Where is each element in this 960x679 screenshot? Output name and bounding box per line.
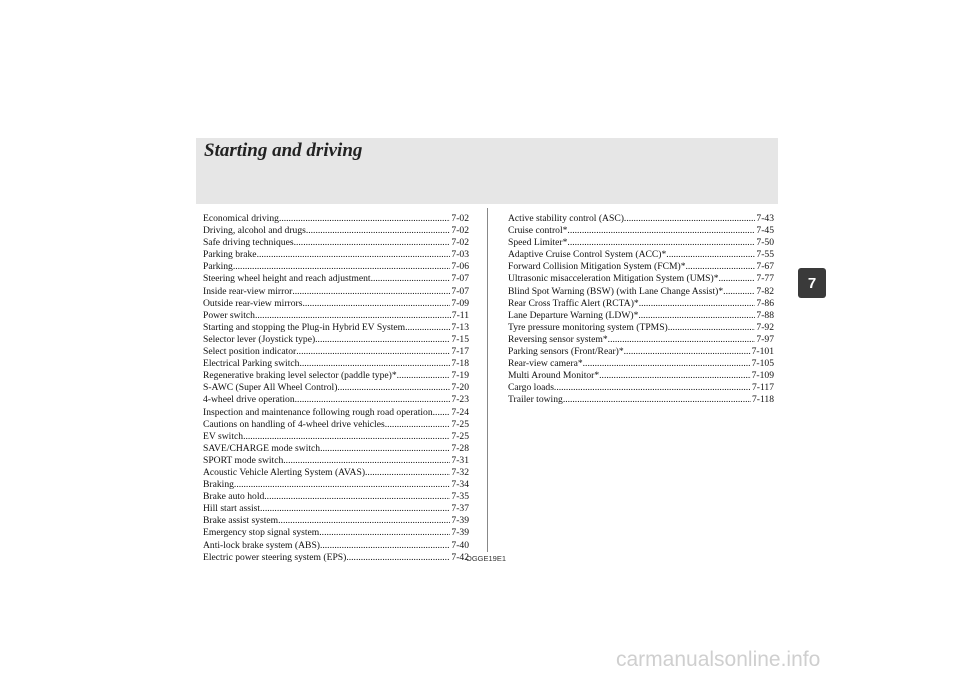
toc-entry[interactable] [508,358,774,370]
watermark-text: carmanualsonline.info [616,648,821,671]
toc-leader-dots [255,310,451,322]
toc-entry-page: 7-67 [756,261,774,273]
toc-entry-title: Anti-lock brake system (ABS) [203,539,320,551]
toc-entry-page: 7-23 [451,394,469,406]
toc-leader-dots [554,382,751,394]
toc-leader-dots [260,503,450,515]
toc-entry[interactable] [203,382,469,394]
toc-entry-title: Cruise control* [508,225,568,237]
toc-leader-dots [563,394,751,406]
toc-entry-title: Emergency stop signal system [203,527,320,539]
toc-entry-title: Driving, alcohol and drugs [203,225,306,237]
toc-entry[interactable] [203,515,469,527]
toc-leader-dots [320,443,450,455]
toc-entry-page: 7-40 [451,539,469,551]
toc-entry[interactable] [508,322,774,334]
toc-entry-title: Hill start assist [203,503,261,515]
toc-entry[interactable] [203,261,469,273]
toc-entry-page: 7-24 [451,406,469,418]
toc-entry-title: Outside rear-view mirrors [203,297,303,309]
toc-entry-page: 7-37 [451,503,469,515]
toc-left-column [203,213,469,564]
toc-leader-dots [233,261,451,273]
toc-entry-title: Power switch [203,309,255,321]
toc-entry[interactable] [203,334,469,346]
toc-entry[interactable] [203,249,469,261]
toc-entry[interactable] [508,310,774,322]
toc-entry[interactable] [203,467,469,479]
toc-leader-dots [666,249,755,261]
toc-entry-page: 7-118 [751,394,774,406]
toc-entry-title: Safe driving techniques [203,237,294,249]
column-divider [487,208,488,552]
toc-entry-title: Multi Around Monitor* [508,370,600,382]
toc-entry-title: Rear Cross Traffic Alert (RCTA)* [508,297,639,309]
toc-entry-page: 7-117 [751,382,774,394]
toc-entry-page: 7-28 [451,442,469,454]
toc-entry-title: Braking [203,479,234,491]
toc-entry-title: Select position indicator [203,346,297,358]
toc-entry-title: Steering wheel height and reach adjustment [203,273,371,285]
toc-entry[interactable] [508,213,774,225]
toc-leader-dots [299,358,450,370]
toc-entry[interactable] [203,273,469,285]
toc-entry-title: Ultrasonic misacceleration Mitigation System (UMS)* [508,273,719,285]
toc-entry-title: Blind Spot Warning (BSW) (with Lane Change Assist)* [508,285,724,297]
toc-entry-title: Inspection and maintenance following rough road operation [203,406,433,418]
toc-entry[interactable] [203,455,469,467]
toc-entry-title: Speed Limiter* [508,237,568,249]
toc-entry-page: 7-101 [751,346,774,358]
toc-entry[interactable] [508,298,774,310]
toc-entry-page: 7-18 [451,358,469,370]
section-title: Starting and driving [204,140,363,161]
toc-leader-dots [371,273,451,285]
toc-leader-dots [567,225,755,237]
toc-entry-title: Regenerative braking level selector (paddle type)* [203,370,397,382]
toc-entry-page: 7-105 [751,358,774,370]
toc-entry-page: 7-13 [451,321,469,333]
toc-leader-dots [624,346,751,358]
toc-leader-dots [719,273,756,285]
toc-leader-dots [433,407,451,419]
toc-leader-dots [283,455,450,467]
toc-leader-dots [346,552,450,564]
toc-entry-page: 7-17 [451,346,469,358]
toc-entry[interactable] [203,552,469,564]
toc-entry-page: 7-31 [451,454,469,466]
toc-leader-dots [405,322,450,334]
toc-leader-dots [599,370,750,382]
toc-entry[interactable] [203,358,469,370]
toc-entry[interactable] [203,225,469,237]
toc-entry[interactable] [508,346,774,358]
toc-entry-page: 7-42 [451,551,469,563]
toc-entry[interactable] [508,273,774,285]
toc-entry-title: Brake assist system [203,515,279,527]
toc-leader-dots [639,298,756,310]
toc-entry[interactable] [203,394,469,406]
toc-entry-page: 7-55 [756,249,774,261]
toc-entry[interactable] [203,540,469,552]
toc-entry-page: 7-109 [751,370,774,382]
toc-entry[interactable] [203,286,469,298]
toc-entry-page: 7-32 [451,466,469,478]
toc-entry-page: 7-92 [756,321,774,333]
toc-entry-page: 7-06 [451,261,469,273]
toc-entry-title: Active stability control (ASC) [508,213,624,224]
toc-entry[interactable] [508,394,774,406]
toc-entry[interactable] [203,346,469,358]
toc-leader-dots [668,322,756,334]
toc-leader-dots [624,213,755,225]
toc-leader-dots [397,370,451,382]
toc-entry-title: Lane Departure Warning (LDW)* [508,309,639,321]
toc-entry-title: Inside rear-view mirror [203,285,293,297]
toc-entry-page: 7-34 [451,479,469,491]
toc-entry-title: 4-wheel drive operation [203,394,295,406]
toc-leader-dots [278,515,450,527]
toc-entry[interactable] [203,503,469,515]
toc-leader-dots [337,382,450,394]
toc-entry-page: 7-39 [451,515,469,527]
toc-leader-dots [295,394,451,406]
toc-entry-page: 7-03 [451,249,469,261]
toc-entry-title: Parking [203,261,233,273]
toc-leader-dots [264,491,450,503]
toc-entry-title: Forward Collision Mitigation System (FCM)* [508,261,686,273]
toc-leader-dots [243,431,450,443]
toc-right-column [508,213,774,407]
toc-entry-title: Adaptive Cruise Control System (ACC)* [508,249,667,261]
toc-entry[interactable] [508,249,774,261]
toc-entry-title: Electric power steering system (EPS) [203,551,347,563]
toc-entry[interactable] [203,431,469,443]
toc-leader-dots [385,419,451,431]
toc-entry-title: SAVE/CHARGE mode switch [203,442,321,454]
toc-entry-title: Trailer towing [508,394,563,406]
toc-leader-dots [306,225,451,237]
toc-entry-page: 7-39 [451,527,469,539]
toc-entry-page: 7-50 [756,237,774,249]
toc-entry-page: 7-77 [756,273,774,285]
toc-entry-title: Tyre pressure monitoring system (TPMS) [508,321,668,333]
toc-entry-title: Cargo loads [508,382,554,394]
toc-leader-dots [234,479,450,491]
toc-entry-page: 7-43 [756,213,774,224]
toc-entry-title: Parking brake [203,249,257,261]
toc-entry-page: 7-25 [451,418,469,430]
toc-entry-page: 7-02 [451,237,469,249]
toc-entry-page: 7-09 [451,297,469,309]
toc-entry-page: 7-20 [451,382,469,394]
toc-entry[interactable] [508,286,774,298]
toc-entry-page: 7-07 [451,285,469,297]
toc-leader-dots [686,261,756,273]
toc-entry[interactable] [508,261,774,273]
toc-entry-title: Acoustic Vehicle Alerting System (AVAS) [203,466,366,478]
toc-entry-title: Brake auto hold [203,491,265,503]
toc-entry[interactable] [203,443,469,455]
toc-entry-title: Selector lever (Joystick type) [203,333,316,345]
toc-entry[interactable] [203,479,469,491]
toc-entry-title: Parking sensors (Front/Rear)* [508,346,624,358]
toc-leader-dots [257,249,451,261]
toc-entry[interactable] [203,491,469,503]
toc-entry-page: 7-15 [451,333,469,345]
toc-entry-page: 7-97 [756,333,774,345]
toc-entry-page: 7-86 [756,297,774,309]
toc-entry[interactable] [203,419,469,431]
toc-entry-page: 7-07 [451,273,469,285]
toc-entry-title: Starting and stopping the Plug-in Hybrid EV System [203,321,406,333]
toc-entry-page: 7-82 [756,285,774,297]
toc-entry-page: 7-02 [451,225,469,237]
toc-entry-title: Rear-view camera* [508,358,583,370]
toc-entry-title: SPORT mode switch [203,454,284,466]
toc-entry-page: 7-02 [451,213,469,224]
toc-leader-dots [294,237,451,249]
toc-entry[interactable] [203,213,469,225]
toc-entry-page: 7-45 [756,225,774,237]
toc-entry[interactable] [203,298,469,310]
toc-entry[interactable] [203,310,469,322]
toc-entry-page: 7-19 [451,370,469,382]
toc-entry[interactable] [203,527,469,539]
toc-entry-page: 7-11 [451,309,469,321]
toc-leader-dots [292,286,450,298]
toc-leader-dots [723,286,755,298]
toc-entry-title: S-AWC (Super All Wheel Control) [203,382,338,394]
toc-entry[interactable] [508,237,774,249]
toc-leader-dots [583,358,751,370]
toc-entry[interactable] [508,382,774,394]
toc-leader-dots [567,237,755,249]
toc-entry[interactable] [203,370,469,382]
toc-leader-dots [638,310,755,322]
toc-leader-dots [319,527,450,539]
footer-code: OGGE19E1 [466,554,507,563]
toc-entry[interactable] [508,370,774,382]
toc-entry-title: Reversing sensor system* [508,333,608,345]
toc-entry[interactable] [203,237,469,249]
toc-leader-dots [320,540,450,552]
toc-entry[interactable] [203,322,469,334]
toc-entry-title: Electrical Parking switch [203,358,300,370]
toc-leader-dots [302,298,450,310]
chapter-tab[interactable]: 7 [798,268,826,298]
toc-entry-title: Economical driving [203,213,279,224]
toc-entry-page: 7-35 [451,491,469,503]
toc-entry[interactable] [203,407,469,419]
toc-leader-dots [279,213,450,225]
toc-entry-title: EV switch [203,430,244,442]
toc-leader-dots [365,467,450,479]
toc-leader-dots [608,334,756,346]
toc-leader-dots [315,334,450,346]
toc-entry[interactable] [508,334,774,346]
toc-entry[interactable] [508,225,774,237]
toc-entry-page: 7-25 [451,430,469,442]
toc-entry-title: Cautions on handling of 4-wheel drive vehicles [203,418,385,430]
toc-leader-dots [296,346,450,358]
toc-entry-page: 7-88 [756,309,774,321]
